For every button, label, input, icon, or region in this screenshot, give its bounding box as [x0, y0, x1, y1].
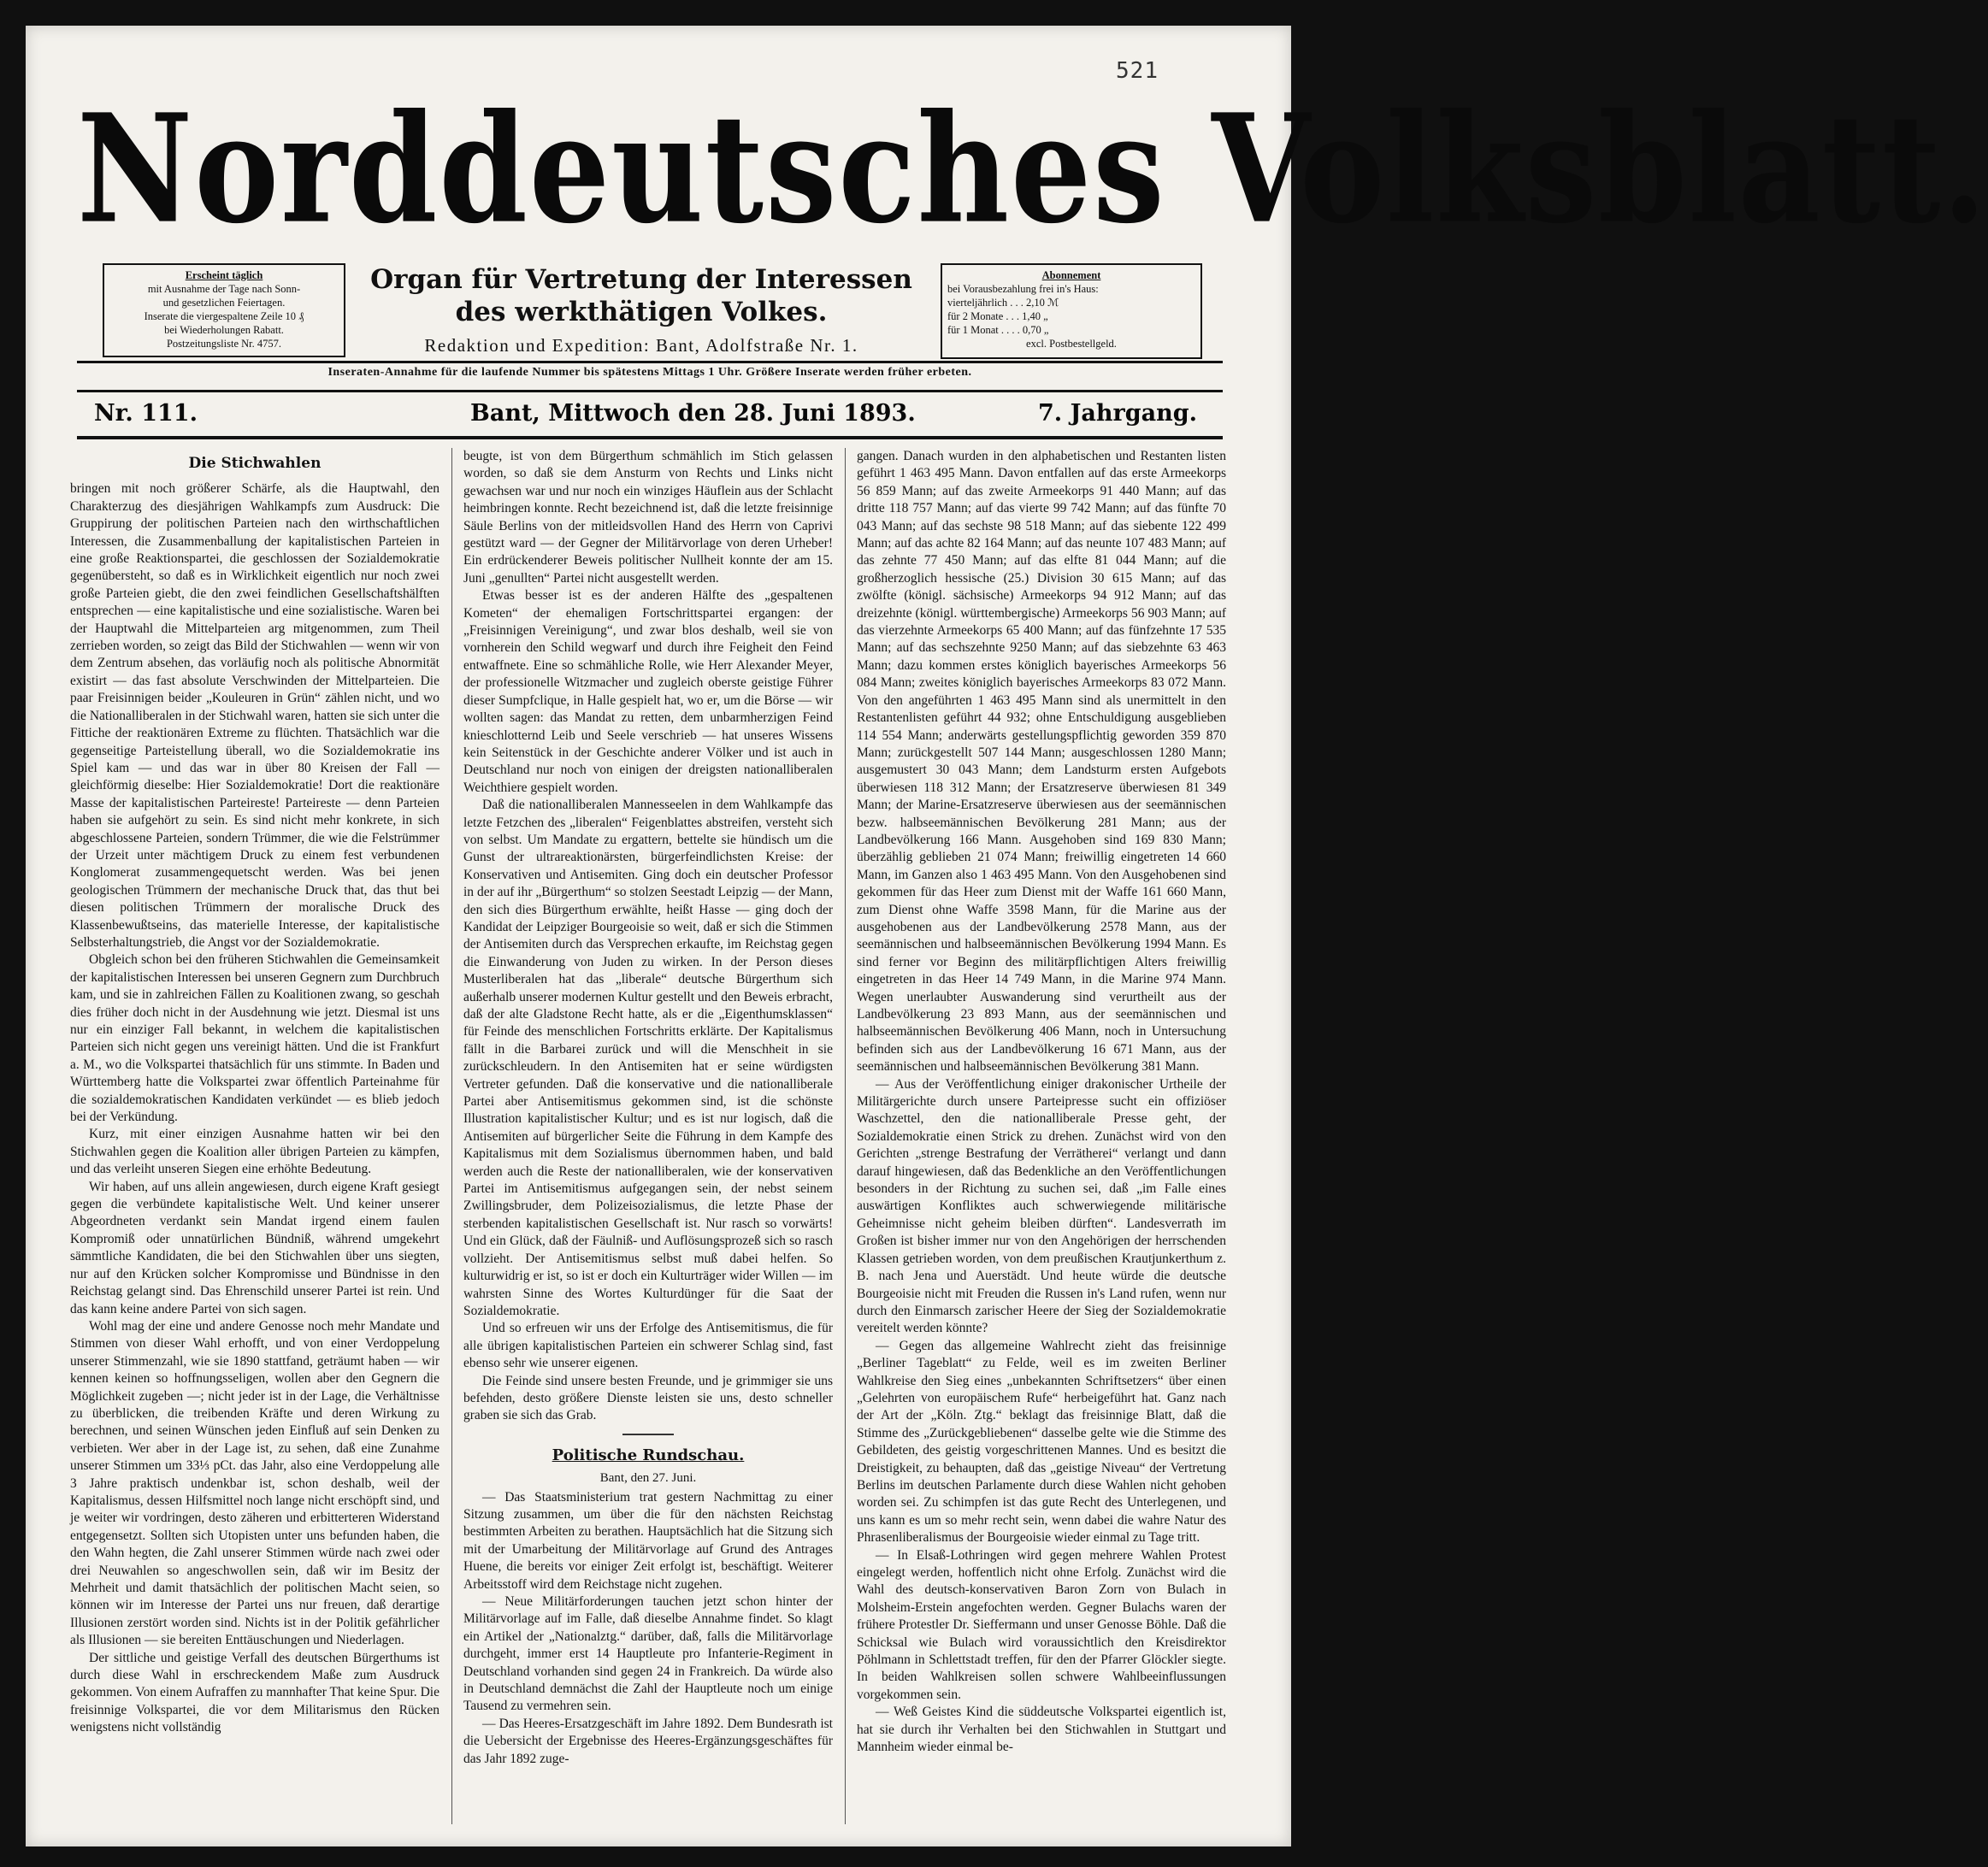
column-1 [70, 448, 439, 1824]
column-divider [451, 448, 452, 1824]
article-heading: Die Stichwahlen [188, 455, 322, 472]
newspaper-page [26, 26, 1988, 1846]
publication-info-line: mit Ausnahme der Tage nach Sonn- [147, 283, 301, 295]
masthead-title: Norddeutsches Volksblatt. [77, 80, 1988, 256]
subscription-line: bei Vorausbezahlung frei in's Haus: [947, 283, 1099, 295]
issue-date: Bant, Mittwoch den 28. Juni 1893. [470, 400, 916, 427]
paragraph: — Das Staatsministerium trat gestern Nachmittag zu einer Sitzung zusammen, um über die für den nächsten Reichstag bestimmten Arbeiten zu berathen. Hauptsächlich hat die Sitzung sich mit der Umarbeitung der Militärvorlage auf Grund des Antrages Huene, die bereits vor einiger Zeit erfolgt ist, beschäftigt. Weiterer Arbeitsstoff wird dem Reichstage nicht zugehen. [463, 1489, 833, 1592]
paragraph: beugte, ist von dem Bürgerthum schmählich im Stich gelassen worden, so daß sie dem Ansturm von Rechts und Links nicht gewachsen war und nur noch ein winziges Häuflein aus der Schlacht heimbringen konnte. Recht bezeichnend ist, daß die letzte freisinnige Säule Berlins von der mitleidsvollen Hand des Herrn von Caprivi gestützt ward — der Gegner der Militärvorlage von deren Urheber! Ein erdrückenderer Beweis politischer Nullheit konnte der am 15. Juni „genullten“ Partei nicht ausgestellt werden. [463, 449, 833, 586]
header-rule [77, 390, 1223, 392]
column-2 [463, 448, 833, 1824]
editorial-address: Redaktion und Expedition: Bant, Adolfstraße Nr. 1. [424, 335, 858, 356]
subtitle-block [351, 263, 932, 359]
paragraph: Wohl mag der eine und andere Genosse noch mehr Mandate und Stimmen von dieser Wahl erhofft, und von einer Verdoppelung unserer Stimmenzahl, wie sie 1890 stattfand, geträumt haben — wir kennen keinen so hoffnungsseligen, wollen aber den Gegnern die Möglichkeit zugeben —; nicht jeder ist in der Lage, die Verhältnisse zu überblicken, die treibenden Kräfte und deren Wirkung zu berechnen, und seinen Wünschen jeden Einfluß auf sein Denken zu verbieten. Wer aber in der Lage ist, zu sehen, daß eine Zunahme unserer Stimmen um 33⅓ pCt. das Jahr, also eine Verdoppelung alle 3 Jahre praktisch undenkbar ist, schon deshalb, weil der Kapitalismus, dessen Hilfsmittel noch lange nicht erschöpft sind, und je weiter wir vordringen, desto zäheren und erbitterteren Widerstand entgegensetzt. Sollten sich Utopisten unter uns befunden haben, die den Wahn hegten, die Zahl unserer Stimmen würde nach zwei oder drei Neuwahlen so angeschwollen sein, daß wir im Besitz der Mehrheit und damit thatsächlich der politischen Macht seien, so können wir im Interesse der Partei uns nur freuen, daß derartige Illusionen zerstört worden sind. Nichts ist in der Politik gefährlicher als Illusionen — sie bereiten Enttäuschungen und Niederlagen. [70, 1318, 439, 1648]
publication-info-line: Inserate die viergespaltene Zeile 10 ₰ [144, 310, 304, 322]
issue-number: Nr. 111. [94, 400, 198, 427]
paragraph: bringen mit noch größerer Schärfe, als die Hauptwahl, den Charakterzug des diesjährigen Wahlkampfs zum Ausdruck: Die Gruppirung der politischen Parteien nach den wirthschaftlichen Interessen, die Zusammenballung der kapitalistischen Parteien in eine große Reaktionspartei, die geschlossen der Sozialdemokratie gegenübersteht, so daß es in Wirklichkeit eigentlich nur noch zwei große Parteien giebt, die den zwei feindlichen Gesellschaftshälften entsprechen — eine kapitalistische und eine sozialistische. Waren bei der Hauptwahl die Mittelparteien arg mitgenommen, zum Theil zerrieben worden, so zeigt das Bild der Stichwahlen — wenn wir von dem Zentrum absehen, das vorläufig noch als politische Abnormität existirt — das fast absolute Verschwinden der Mittelparteien. Die paar Freisinnigen beider „Kouleuren in Grün“ zählen nicht, und wo die Nationalliberalen in der Stichwahl waren, hatten sie sich unter die Fittiche der reaktionären Extreme zu flüchten. Thatsächlich war die gegenseitige Parteistellung überall, wo die Sozialdemokratie ins Spiel kam — und das war in über 80 Kreisen der Fall — gleichförmig dieselbe: Hier Sozialdemokratie! Dort die reaktionäre Masse der kapitalistischen Parteireste! Parteireste — denn Parteien haben sie aufgehört zu sein. Es sind nicht mehr konkrete, in sich abgeschlossene Parteien, sondern Trümmer, die wie die Felstrümmer der Urzeit unter mächtigem Druck zu einem fest verbundenen Konglomerat zusammengequetscht werden. Was bei jenen geologischen Trümmern der mechanische Druck that, das thut bei diesen politischen Trümmern der moralische Druck des Klassenbewußtseins, das materielle Interesse, der kapitalistische Selbsterhaltungstrieb, die Angst vor der Sozialdemokratie. [70, 481, 439, 950]
paragraph: Etwas besser ist es der anderen Hälfte des „gespaltenen Kometen“ der ehemaligen Fortschrittspartei ergangen: der „Freisinnigen Vereinigung“, und zwar blos deshalb, weil sie von vornherein den Schild wegwarf und durch ihre Feigheit den Feind entwaffnete. Eine so schmähliche Rolle, wie Herr Alexander Meyer, der professionelle Witzmacher und zugleich oberste geistige Führer dieser Sumpfclique, in Halle gespielt hat, wo er, um die Börse — wir wollten sagen: das Mandat zu retten, dem unbarmherzigen Feind knieschlotternd Leib und Seele verschrieb — hat unseres Wissens kein Seitenstück in der Geschichte anderer Völker und ist auch in Deutschland nur noch von einigen der dreigsten nationalliberalen Weichthiere gespielt worden. [463, 588, 833, 795]
publication-info-box [103, 263, 345, 357]
publication-info-line: Postzeitungsliste Nr. 4757. [166, 338, 282, 350]
publication-info-line: und gesetzlichen Feiertagen. [162, 297, 286, 309]
paragraph: — Aus der Veröffentlichung einiger drakonischer Urtheile der Militärgerichte durch unsere Parteipresse sucht ein offiziöser Waschzettel, den die nationalliberale Presse geht, der Sozialdemokratie einen Strick zu drehen. Zunächst wird von den Gerichten „strenge Bestrafung der Verrätherei“ verlangt und dann darauf hingewiesen, daß das Bedenkliche an den Veröffentlichungen besonders in der Richtung zu suchen sei, daß „im Falle eines auswärtigen Konfliktes auch schwerwiegende militärische Geheimnisse nicht geheim bleiben dürften“. Landesverrath im Großen ist bisher immer nur von den Angehörigen der herrschenden Klassen getrieben worden, von dem preußischen Krautjunkerthum z. B. nach Jena und Auerstädt. Und heute würde die deutsche Bourgeoisie nicht mit Freuden die Russen in's Land rufen, wenn nur durch den Einmarsch zarischer Heere der Sieg der Sozialdemokratie vereitelt werden könnte? [857, 1076, 1226, 1336]
paragraph: Wir haben, auf uns allein angewiesen, durch eigene Kraft gesiegt gegen die verbündete kapitalistische Welt. Und keiner unserer Abgeordneten verdankt sein Mandat irgend einem faulen Kompromiß oder unnatürlichen Bündniß, während umgekehrt sämmtliche Kandidaten, die bei den Stichwahlen über uns siegten, nur auf den Krücken solcher Kompromisse und Bündnisse in den Reichstag gelangt sind. Das Ehrenschild unserer Partei ist rein. Und das kann keine andere Partei von sich sagen. [70, 1179, 439, 1316]
subscription-line: excl. Postbestellgeld. [1026, 338, 1117, 350]
section-dateline: Bant, den 27. Juni. [599, 1471, 697, 1486]
paragraph: — Weß Geistes Kind die süddeutsche Volkspartei eigentlich ist, hat sie durch ihr Verhalten bei den Stichwahlen in Stuttgart und Mannheim wieder einmal be- [857, 1705, 1226, 1755]
subscription-title: Abonnement [1041, 269, 1101, 281]
article-columns [70, 448, 1230, 1824]
publication-info-line: bei Wiederholungen Rabatt. [164, 324, 284, 336]
column-3 [857, 448, 1226, 1824]
section-separator [622, 1434, 674, 1435]
volume-year: 7. Jahrgang. [1038, 400, 1197, 427]
advertisement-notice: Inseraten-Annahme für die laufende Nummer bis spätestens Mittags 1 Uhr. Größere Inserate werden früher erbeten. [327, 366, 972, 379]
section-heading: Politische Rundschau. [552, 1446, 745, 1464]
paragraph: Kurz, mit einer einzigen Ausnahme hatten wir bei den Stichwahlen gegen die Koalition aller übrigen Parteien zu kämpfen, und das verleiht unseren Siegen eine erhöhte Bedeutung. [70, 1127, 439, 1177]
paragraph: gangen. Danach wurden in den alphabetischen und Restanten listen geführt 1 463 495 Mann. Davon entfallen auf das erste Armeekorps 56 859 Mann; auf das zweite Armeekorps 91 440 Mann; auf das dritte 118 757 Mann; auf das vierte 99 742 Mann; auf das fünfte 70 043 Mann; auf das sechste 98 518 Mann; auf das siebente 122 499 Mann; auf das achte 82 164 Mann; auf das neunte 107 483 Mann; auf das zehnte 77 450 Mann; auf das elfte 81 044 Mann; auf die großherzoglich hessische (25.) Division 30 615 Mann; auf das zwölfte (königl. sächsische) Armeekorps 94 912 Mann; auf das dreizehnte (königl. württembergische) Armeekorps 56 903 Mann; auf das vierzehnte Armeekorps 65 400 Mann; auf das fünfzehnte 17 535 Mann; auf das sechszehnte 9250 Mann; auf das siebzehnte 63 463 Mann; dazu kommen erstes königlich bayerisches Armeekorps 56 084 Mann; zweites königlich bayerisches Armeekorps 83 072 Mann. Von den angeführten 1 463 495 Mann sind als unermittelt in den Restantenlisten geführt 44 932; ohne Entschuldigung ausgeblieben 114 554 Mann; anderwärts gestellungspflichtig geworden 359 870 Mann; zurückgestellt 507 144 Mann; ausgeschlossen 1280 Mann; ausgemustert 30 043 Mann; dem Landsturm ersten Aufgebots überwiesen 118 312 Mann; der Ersatzreserve überwiesen 81 349 Mann; der Marine-Ersatzreserve überwiesen aus der seemännischen bezw. halbseemännischen Bevölkerung 281 Mann; aus der Landbevölkerung 166 Mann. Ausgehoben sind 169 830 Mann; überzählig geblieben 21 074 Mann; freiwillig eingetreten 14 660 Mann, im Ganzen also 1 463 495 Mann. Von den Ausgehobenen sind gekommen für das Heer zum Dienst mit der Waffe 161 660 Mann, zum Dienst ohne Waffe 3598 Mann, für die Marine aus der ausgehobenen aus der Landbevölkerung 2578 Mann, aus der seemännischen und halbseemännischen Bevölkerung 1994 Mann. Es sind ferner vor Beginn des militärpflichtigen Alters freiwillig eingetreten in das Heer 14 749 Mann, in die Marine 974 Mann. Wegen unerlaubter Auswanderung sind verurtheilt aus der Landbevölkerung 23 893 Mann, aus der seemännischen und halbseemännischen Bevölkerung 406 Mann, noch in Untersuchung befinden sich aus der Landbevölkerung 16 671 Mann, aus der seemännischen und halbseemännischen Bevölkerung 381 Mann. [857, 449, 1226, 1075]
paragraph: — Das Heeres-Ersatzgeschäft im Jahre 1892. Dem Bundesrath ist die Uebersicht der Ergebnisse des Heeres-Ergänzungsgeschäftes für das Jahr 1892 zuge- [463, 1716, 833, 1766]
subscription-line: vierteljährlich . . . 2,10 ℳ [947, 297, 1059, 309]
header-rule [77, 361, 1223, 363]
subscription-line: für 2 Monate . . . 1,40 „ [947, 310, 1048, 322]
paragraph: — In Elsaß-Lothringen wird gegen mehrere Wahlen Protest eingelegt werden, hoffentlich nicht ohne Erfolg. Zunächst wird die Wahl des deutsch-konservativen Baron Zorn von Bulach in Molsheim-Erstein angefochten werden. Gegner Bulachs waren der frühere Protestler Dr. Sieffermann und unser Genosse Böhle. Daß die Schicksal wie Bulach wird voraussichtlich den Kreisdirektor Pöhlmann in Schlettstadt treffen, für den der Pfarrer Glöckler siegte. In beiden Wahlkreisen sollen schwere Wahlbeeinflussungen vorgekommen sein. [857, 1547, 1226, 1702]
page-number: 521 [1116, 58, 1159, 84]
paragraph: Daß die nationalliberalen Mannesseelen in dem Wahlkampfe das letzte Fetzchen des „liberalen“ Feigenblattes abstreifen, versteht sich von selbst. Um Mandate zu ergattern, bettelte sie hündisch um die Gunst der ultrareaktionärsten, bürgerfeindlichsten Kreise: der Konservativen und Antisemiten. Ging doch ein deutscher Professor in der auf ihr „Bürgerthum“ so stolzen Seestadt Leipzig — der Mann, den sich dies Bürgerthum erwählte, heißt Hasse — ging doch der Kandidat der Leipziger Bourgeoisie so weit, daß er sich die Stimmen der Antisemiten durch das Versprechen erkaufte, im Reichstag gegen die Einwanderung von Juden zu wirken. In der Person dieses Musterliberalen hat das „liberale“ deutsche Bürgerthum sich außerhalb unserer modernen Kultur gestellt und den Beweis erbracht, daß der alte Gladstone Recht hatte, als er die „Eigenthumsklassen“ für Feinde des menschlichen Fortschritts erklärte. Der Kapitalismus fällt in die Barbarei zurück und will die Menschheit in sie zurückschleudern. In den Antisemiten hat er seine würdigsten Vertreter gefunden. Daß die konservative und die nationalliberale Partei aber Antisemitismus gekommen sind, ist die schönste Illustration kapitalistischer Kultur; und es ist nur logisch, daß die Antisemiten auf bürgerlicher Seite die Führung in dem Kampfe des Kapitalismus mit dem Sozialismus übernommen haben, und bald werden auch die Reste der nationalliberalen, wie der konservativen Partei im Antisemitismus aufgegangen sein, der nebst seinem Zwillingsbruder, dem Polizeisozialismus, die letzte Phase der sterbenden kapitalistischen Gesellschaft ist. Nur rasch so vorwärts! Und ein Glück, daß der Fäulniß- und Auflösungsprozeß sich so rasch vollzieht. Der Antisemitismus selbst muß dabei helfen. So kulturwidrig er ist, so ist er doch ein Kulturträger wider Willen — im wahrsten Sinne des Wortes Kulturdünger für die Saat der Sozialdemokratie. [463, 798, 833, 1318]
paragraph: Die Feinde sind unsere besten Freunde, und je grimmiger sie uns befehden, desto größere Dienste leisten sie uns, desto schneller graben sie sich das Grab. [463, 1373, 833, 1423]
paragraph: Der sittliche und geistige Verfall des deutschen Bürgerthums ist durch diese Wahl in erschreckendem Maße zum Ausdruck gekommen. Von einem Aufraffen zu mannhafter That keine Spur. Die freisinnige Volkspartei, die vor dem Militarismus den Rücken wenigstens nicht vollständig [70, 1650, 439, 1735]
column-divider [845, 448, 846, 1824]
dateline-rule [77, 436, 1223, 439]
paragraph: — Gegen das allgemeine Wahlrecht zieht das freisinnige „Berliner Tageblatt“ zu Felde, weil es im zweiten Berliner Wahlkreise den Sieg eines „unbekannten Schriftsetzers“ über einen „Gelehrten von europäischem Rufe“ herbeigeführt hat. Ganz nach der Art der „Köln. Ztg.“ beklagt das freisinnige Blatt, daß die Stimme des „Zurückgebliebenen“ dasselbe gelte wie die Stimme des Gebildeten, des geistig vorgeschrittenen Mannes. Und es besitzt die Dreistigkeit, zu behaupten, daß das „geistige Niveau“ der Vertretung Berlins im deutschen Parlamente durch diese Wahlen nicht gehoben worden sei. Zu schimpfen ist das gute Recht des Unterlegenen, und uns kann es um so mehr recht sein, wenn dabei die wahre Natur des Phrasenliberalismus der Bourgeoisie wieder einmal zu Tage tritt. [857, 1338, 1226, 1546]
dateline [77, 400, 1223, 434]
subtitle-line: des werkthätigen Volkes. [455, 297, 828, 327]
subscription-box [941, 263, 1202, 359]
subscription-line: für 1 Monat . . . . 0,70 „ [947, 324, 1049, 336]
paragraph: Und so erfreuen wir uns der Erfolge des Antisemitismus, die für alle übrigen kapitalistischen Parteien ein schwerer Schlag sind, fast ebenso sehr wie unserer eigenen. [463, 1321, 833, 1371]
subtitle-line: Organ für Vertretung der Interessen [370, 264, 912, 295]
paragraph: — Neue Militärforderungen tauchen jetzt schon hinter der Militärvorlage auf im Falle, daß dieselbe Annahme findet. So klagt ein Artikel der „Nationalztg.“ darüber, daß, falls die Militärvorlage durchgeht, immer erst 14 Hauptleute pro Infanterie-Regiment in Deutschland vorhanden sind gegen 24 in Frankreich. Da würde also in Deutschland demnächst die Zahl der Hauptleute noch um einige Tausend zu vermehren sein. [463, 1594, 833, 1714]
paragraph: Obgleich schon bei den früheren Stichwahlen die Gemeinsamkeit der kapitalistischen Interessen bei unseren Gegnern zum Durchbruch kam, und sie in zahlreichen Fällen zu Koalitionen zwang, so geschah dies früher doch nicht in der Ausdehnung wie jetzt. Diesmal ist uns nur ein einziger Fall bekannt, in welchem die kapitalistischen Parteien sich nicht gegen uns vereinigt hätten. Und die ist Frankfurt a. M., wo die Volkspartei thatsächlich für uns stimmte. In Baden und Württemberg hatte die Volkspartei zwar öffentlich Parteinahme für die sozialdemokratischen Kandidaten verkündet — es blieb jedoch bei der Verkündung. [70, 952, 439, 1125]
publication-info-title: Erscheint täglich [185, 269, 263, 281]
